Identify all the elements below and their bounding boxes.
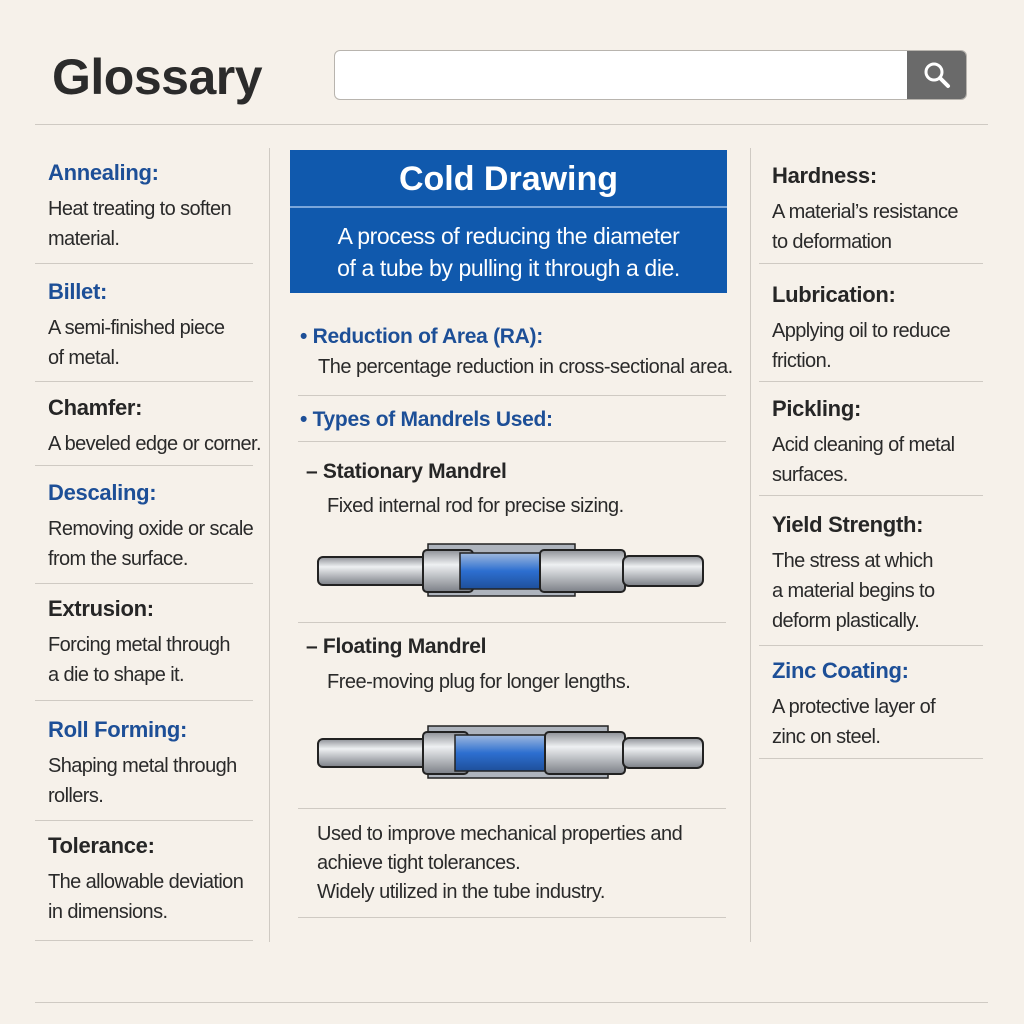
glossary-definition: a die to shape it. xyxy=(48,664,184,686)
glossary-definition: of metal. xyxy=(48,347,120,369)
summary-line: Widely utilized in the tube industry. xyxy=(317,881,605,903)
glossary-definition: a material begins to xyxy=(772,580,935,602)
header-divider xyxy=(35,124,988,125)
types-label: • Types of Mandrels Used: xyxy=(300,408,553,431)
glossary-definition: in dimensions. xyxy=(48,901,168,923)
glossary-definition: A semi-finished piece xyxy=(48,317,225,339)
glossary-definition: from the surface. xyxy=(48,548,188,570)
glossary-entry xyxy=(48,596,230,690)
divider xyxy=(35,465,253,466)
stationary-mandrel-illustration xyxy=(315,540,707,600)
glossary-entry xyxy=(48,279,224,373)
ra-label: • Reduction of Area (RA): xyxy=(300,325,543,348)
divider xyxy=(35,820,253,821)
glossary-term: Yield Strength: xyxy=(772,512,924,537)
glossary-definition: Forcing metal through xyxy=(48,634,230,656)
divider xyxy=(35,263,253,264)
glossary-term: Zinc Coating: xyxy=(772,658,909,683)
glossary-term: Tolerance: xyxy=(48,833,155,858)
divider xyxy=(298,917,726,918)
divider xyxy=(759,381,983,382)
glossary-definition: Applying oil to reduce xyxy=(772,320,951,342)
glossary-definition: deform plastically. xyxy=(772,610,920,632)
glossary-definition: A material’s resistance xyxy=(772,201,958,223)
glossary-term: Descaling: xyxy=(48,480,157,505)
glossary-term: Billet: xyxy=(48,279,108,304)
glossary-entry xyxy=(48,480,253,574)
glossary-definition: to deformation xyxy=(772,231,892,253)
glossary-entry xyxy=(772,512,935,636)
desc-line: A process of reducing the diameter xyxy=(337,223,680,249)
glossary-definition: material. xyxy=(48,228,120,250)
divider xyxy=(298,441,726,442)
glossary-term: Hardness: xyxy=(772,163,877,188)
glossary-definition: Shaping metal through xyxy=(48,755,237,777)
glossary-term: Lubrication: xyxy=(772,282,896,307)
glossary-definition: The allowable deviation xyxy=(48,871,244,893)
glossary-entry xyxy=(772,396,954,490)
stationary-mandrel-definition: Fixed internal rod for precise sizing. xyxy=(327,495,624,517)
divider xyxy=(759,645,983,646)
divider xyxy=(35,381,253,382)
divider xyxy=(35,940,253,941)
search-input[interactable] xyxy=(335,51,907,99)
glossary-term: Pickling: xyxy=(772,396,861,421)
glossary-entry xyxy=(48,717,237,811)
divider xyxy=(298,395,726,396)
page-title: Glossary xyxy=(52,49,263,105)
footer-divider xyxy=(35,1002,988,1003)
glossary-term: Roll Forming: xyxy=(48,717,188,742)
glossary-definition: Heat treating to soften xyxy=(48,198,231,220)
divider xyxy=(298,622,726,623)
summary-line: achieve tight tolerances. xyxy=(317,852,521,874)
divider xyxy=(35,583,253,584)
glossary-entry xyxy=(48,160,231,254)
summary-line: Used to improve mechanical properties and xyxy=(317,823,683,845)
desc-line: of a tube by pulling it through a die. xyxy=(337,255,680,281)
glossary-definition: zinc on steel. xyxy=(772,726,881,748)
search-button[interactable] xyxy=(907,51,966,99)
divider xyxy=(759,495,983,496)
glossary-definition: surfaces. xyxy=(772,464,848,486)
glossary-definition: Removing oxide or scale xyxy=(48,518,254,540)
cold-drawing-header xyxy=(290,150,727,293)
glossary-entry xyxy=(48,395,261,459)
glossary-definition: Acid cleaning of metal xyxy=(772,434,955,456)
floating-mandrel-illustration xyxy=(315,722,707,782)
glossary-entry xyxy=(772,163,958,257)
glossary-definition: A beveled edge or corner. xyxy=(48,433,261,455)
glossary-entry xyxy=(772,282,950,376)
glossary-entry xyxy=(48,833,243,927)
search-bar xyxy=(334,50,967,100)
glossary-term: Extrusion: xyxy=(48,596,154,621)
glossary-entry xyxy=(772,658,935,752)
stationary-mandrel-label: – Stationary Mandrel xyxy=(306,460,507,483)
cold-drawing-summary xyxy=(317,820,682,907)
glossary-definition: A protective layer of xyxy=(772,696,936,718)
floating-mandrel-definition: Free-moving plug for longer lengths. xyxy=(327,671,631,693)
glossary-definition: friction. xyxy=(772,350,832,372)
column-divider-right xyxy=(750,148,751,942)
glossary-definition: rollers. xyxy=(48,785,104,807)
glossary-term: Chamfer: xyxy=(48,395,143,420)
divider xyxy=(759,263,983,264)
divider xyxy=(35,700,253,701)
divider xyxy=(298,808,726,809)
ra-definition: The percentage reduction in cross-sectional area. xyxy=(318,356,733,378)
divider xyxy=(759,758,983,759)
cold-drawing-title: Cold Drawing xyxy=(290,150,727,208)
glossary-term: Annealing: xyxy=(48,160,159,185)
search-icon xyxy=(922,60,952,90)
glossary-definition: The stress at which xyxy=(772,550,933,572)
column-divider-left xyxy=(269,148,270,942)
floating-mandrel-label: – Floating Mandrel xyxy=(306,635,487,658)
cold-drawing-description xyxy=(290,208,727,284)
